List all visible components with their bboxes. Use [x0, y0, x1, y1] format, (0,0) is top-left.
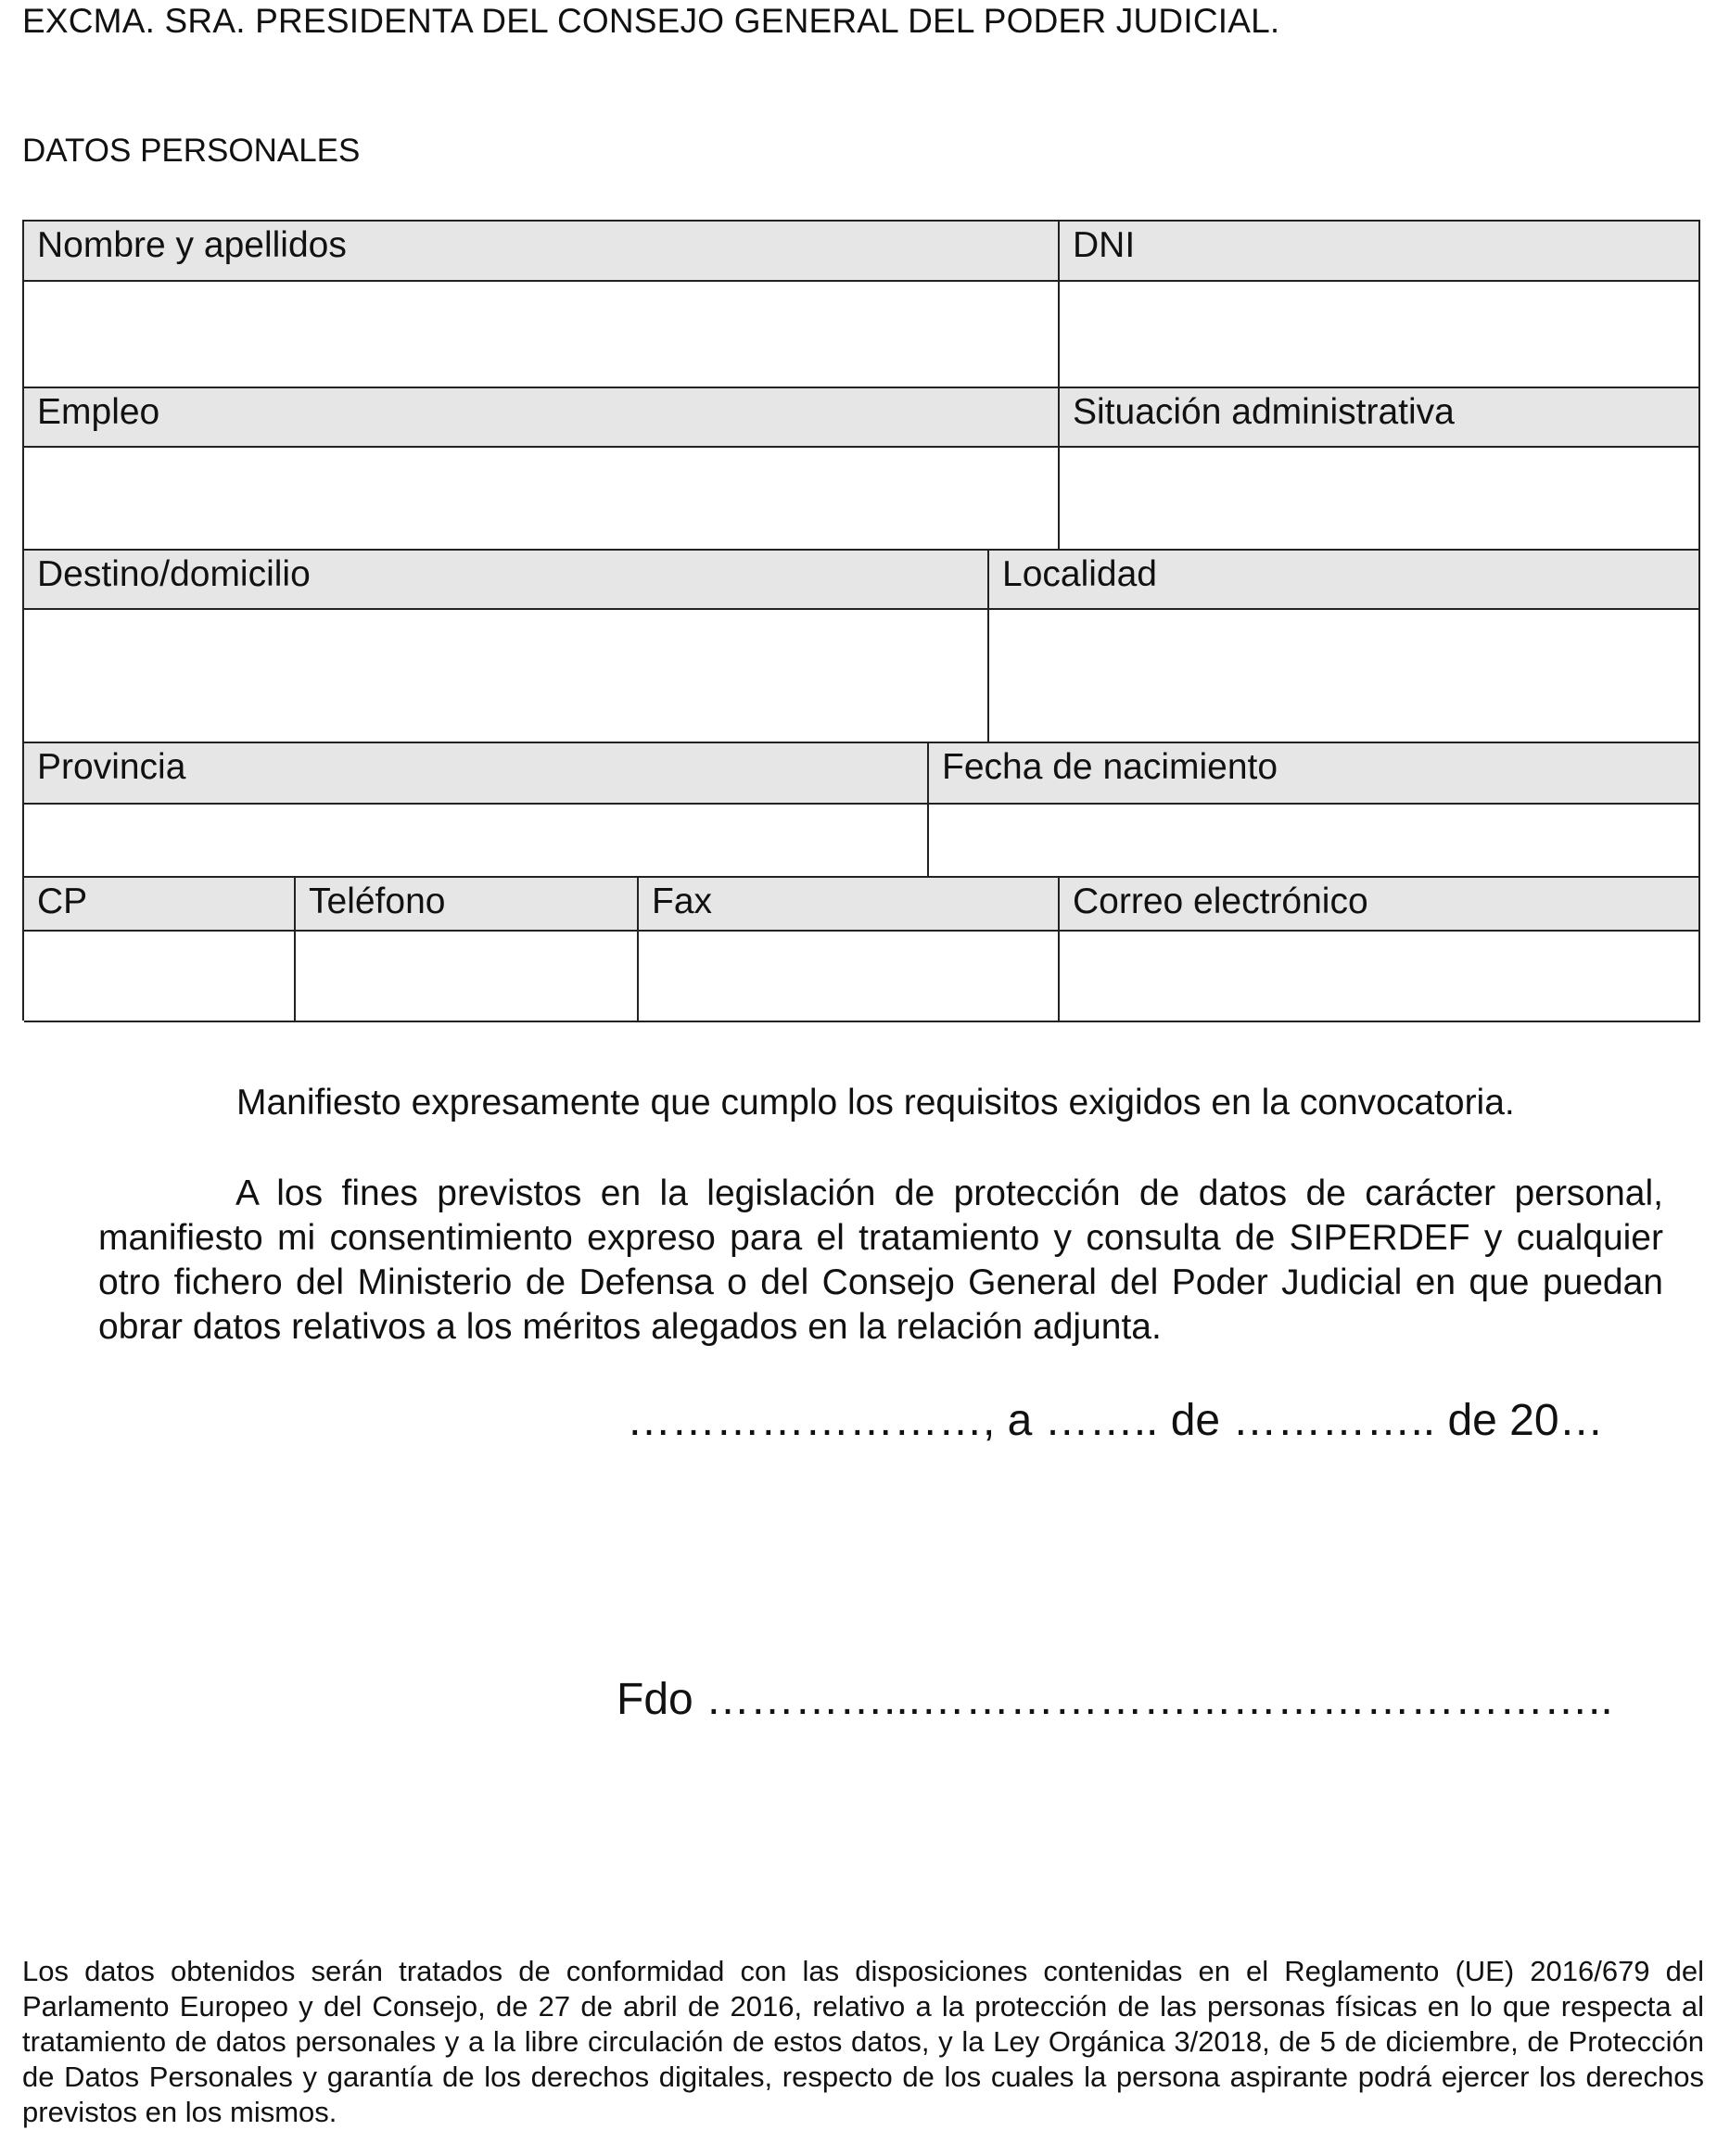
data-protection-note: Los datos obtenidos serán tratados de conformidad con las disposiciones contenidas en el Reglamento (UE) 2016/679 del Parlamento Europeo y del Consejo, de 27 de abril de 2016, relativo a la protección de las personas físicas en lo que respecta al tratamiento de datos personales y a la libre circulación de estos datos, y la Ley Orgánica 3/2018, de 5 de diciembre, de Protección de Datos Personales y garantía de los derechos digitales, respecto de los cuales la persona aspirante podrá ejercer los derechos previstos en los mismos.: [22, 1955, 1704, 2128]
provincia-field[interactable]: [24, 805, 929, 878]
requirements-statement: Manifiesto expresamente que cumplo los requisitos exigidos en la convocatoria.: [236, 1083, 1515, 1122]
empleo-field[interactable]: [24, 448, 1060, 551]
fax-label: Fax: [639, 878, 1060, 932]
addressee-heading: EXCMA. SRA. PRESIDENTA DEL CONSEJO GENERAL DEL PODER JUDICIAL.: [22, 2, 1280, 40]
data-consent-paragraph: [98, 1172, 1663, 1350]
destino-label: Destino/domicilio: [24, 551, 989, 610]
situacion-label: Situación administrativa: [1060, 388, 1700, 448]
personal-data-form: [22, 220, 1700, 1021]
fecha-nacimiento-label: Fecha de nacimiento: [929, 743, 1700, 805]
telefono-label: Teléfono: [296, 878, 639, 932]
destino-field[interactable]: [24, 610, 989, 743]
provincia-label: Provincia: [24, 743, 929, 805]
situacion-field[interactable]: [1060, 448, 1700, 551]
empleo-label: Empleo: [24, 388, 1060, 448]
nombre-field[interactable]: [24, 282, 1060, 388]
correo-field[interactable]: [1060, 932, 1700, 1022]
cp-label: CP: [24, 878, 296, 932]
dni-field[interactable]: [1060, 282, 1700, 388]
nombre-label: Nombre y apellidos: [24, 222, 1060, 282]
data-consent-text: A los fines previstos en la legislación de protección de datos de carácter personal, manifiesto mi consentimiento expreso para el tratamiento y consulta de SIPERDEF y cualquier otro fichero del Ministerio de Defensa o del Consejo General del Poder Judicial en que puedan obrar datos relativos a los méritos alegados en la relación adjunta.: [98, 1173, 1663, 1347]
localidad-field[interactable]: [989, 610, 1700, 743]
cp-field[interactable]: [24, 932, 296, 1022]
section-title: DATOS PERSONALES: [22, 133, 361, 169]
signature-line[interactable]: Fdo …………...………………………………………..: [617, 1675, 1613, 1724]
fecha-nacimiento-field[interactable]: [929, 805, 1700, 878]
telefono-field[interactable]: [296, 932, 639, 1022]
correo-label: Correo electrónico: [1060, 878, 1700, 932]
fax-field[interactable]: [639, 932, 1060, 1022]
dni-label: DNI: [1060, 222, 1700, 282]
localidad-label: Localidad: [989, 551, 1700, 610]
place-date-line[interactable]: ……………………, a …….. de ………….. de 20…: [627, 1396, 1604, 1445]
